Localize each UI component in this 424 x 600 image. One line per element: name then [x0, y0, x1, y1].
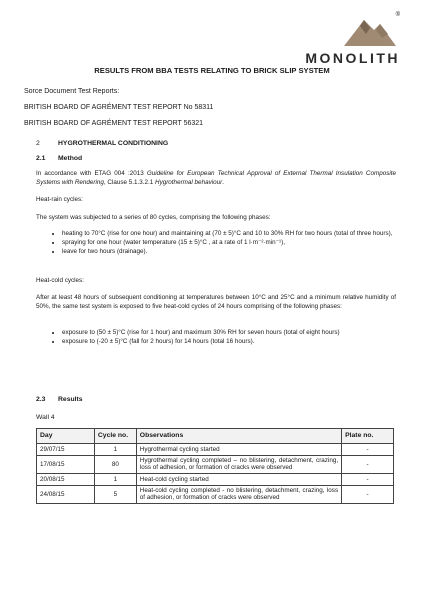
document-title: RESULTS FROM BBA TESTS RELATING TO BRICK SLIP SYSTEM: [94, 66, 330, 75]
cell-plate: -: [342, 473, 394, 485]
results-title: Results: [58, 396, 83, 403]
results-heading: [36, 396, 83, 403]
section-heading: [36, 140, 168, 147]
mountain-logo-icon: [330, 12, 400, 50]
registered-mark: ®: [395, 12, 400, 18]
cell-cycle: 5: [94, 485, 136, 503]
source-report-1: BRITISH BOARD OF AGRÉMENT TEST REPORT No 58311: [24, 104, 214, 111]
table-row: [37, 473, 394, 485]
method-heading: [36, 155, 82, 162]
cell-plate: -: [342, 456, 394, 474]
column-header-observations: Observations: [136, 429, 341, 444]
method-title: Method: [58, 155, 83, 162]
cell-cycle: 1: [94, 444, 136, 456]
table-row: [37, 456, 394, 474]
heat-rain-phases: [50, 230, 402, 256]
source-heading: Sorce Document Test Reports:: [24, 88, 120, 95]
table-header-row: [37, 429, 394, 444]
table-row: [37, 444, 394, 456]
column-header-plate: Plate no.: [342, 429, 394, 444]
cell-day: 17/08/15: [37, 456, 95, 474]
cell-observations: Heat-cold cycling completed - no blistering, detachment, crazing, loss of adhesion, or formation of cracks were observed: [136, 485, 341, 503]
wall-label: Wall 4: [36, 414, 55, 421]
section-number: 2: [36, 140, 40, 147]
brand-name: MONOLITH: [305, 50, 400, 66]
heat-cold-phases: [50, 329, 402, 347]
results-number: 2.3: [36, 396, 46, 403]
heat-rain-label: Heat-rain cycles:: [36, 196, 83, 203]
heat-rain-text: The system was subjected to a series of 80 cycles, comprising the following phases:: [36, 214, 271, 221]
heat-cold-label: Heat-cold cycles:: [36, 277, 84, 284]
cell-day: 24/08/15: [37, 485, 95, 503]
section-title: HYGROTHERMAL CONDITIONING: [58, 140, 169, 147]
column-header-cycle: Cycle no.: [94, 429, 136, 444]
cell-plate: -: [342, 444, 394, 456]
method-number: 2.1: [36, 155, 46, 162]
list-item: • leave for two hours (drainage).: [62, 248, 402, 256]
cell-day: 29/07/15: [37, 444, 95, 456]
cell-plate: -: [342, 485, 394, 503]
results-table: [36, 428, 394, 504]
cell-observations: Hygrothermal cycling started: [136, 444, 341, 456]
cell-day: 20/08/15: [37, 473, 95, 485]
cell-cycle: 80: [94, 456, 136, 474]
column-header-day: Day: [37, 429, 95, 444]
list-item: • heating to 70°C (rise for one hour) and maintaining at (70 ± 5)°C and 10 to 30% RH for two hours (total of three hours),: [62, 230, 402, 238]
source-report-2: BRITISH BOARD OF AGRÉMENT TEST REPORT 56321: [24, 120, 204, 127]
list-item: • exposure to (-20 ± 5)°C (fall for 2 hours) for 14 hours (total 16 hours).: [62, 338, 402, 346]
cell-observations: Hygrothermal cycling completed – no blistering, detachment, crazing, loss of adhesion, or formation of cracks were observed: [136, 456, 341, 474]
method-intro: In accordance with ETAG 004 :2013 Guideline for European Technical Approval of External Thermal Insulation Composite Systems with Rendering, Clause 5.1.3.2.1 Hygrothermal behaviour.: [36, 170, 396, 186]
heat-cold-text: After at least 48 hours of subsequent conditioning at temperatures between 10°C and 25°C and a minimum relative humidity of 50%, the same test system is exposed to five heat-cold cycles of 24 hours comprising of the following phases:: [36, 294, 396, 310]
list-item: • exposure to (50 ± 5)°C (rise for 1 hour) and maximum 30% RH for seven hours (total of eight hours): [62, 329, 402, 337]
monolith-logo: [290, 12, 400, 66]
table-row: [37, 485, 394, 503]
list-item: • spraying for one hour (water temperature (15 ± 5)°C , at a rate of 1 l·m⁻²·min⁻¹),: [62, 239, 402, 247]
cell-cycle: 1: [94, 473, 136, 485]
cell-observations: Heat-cold cycling started: [136, 473, 341, 485]
